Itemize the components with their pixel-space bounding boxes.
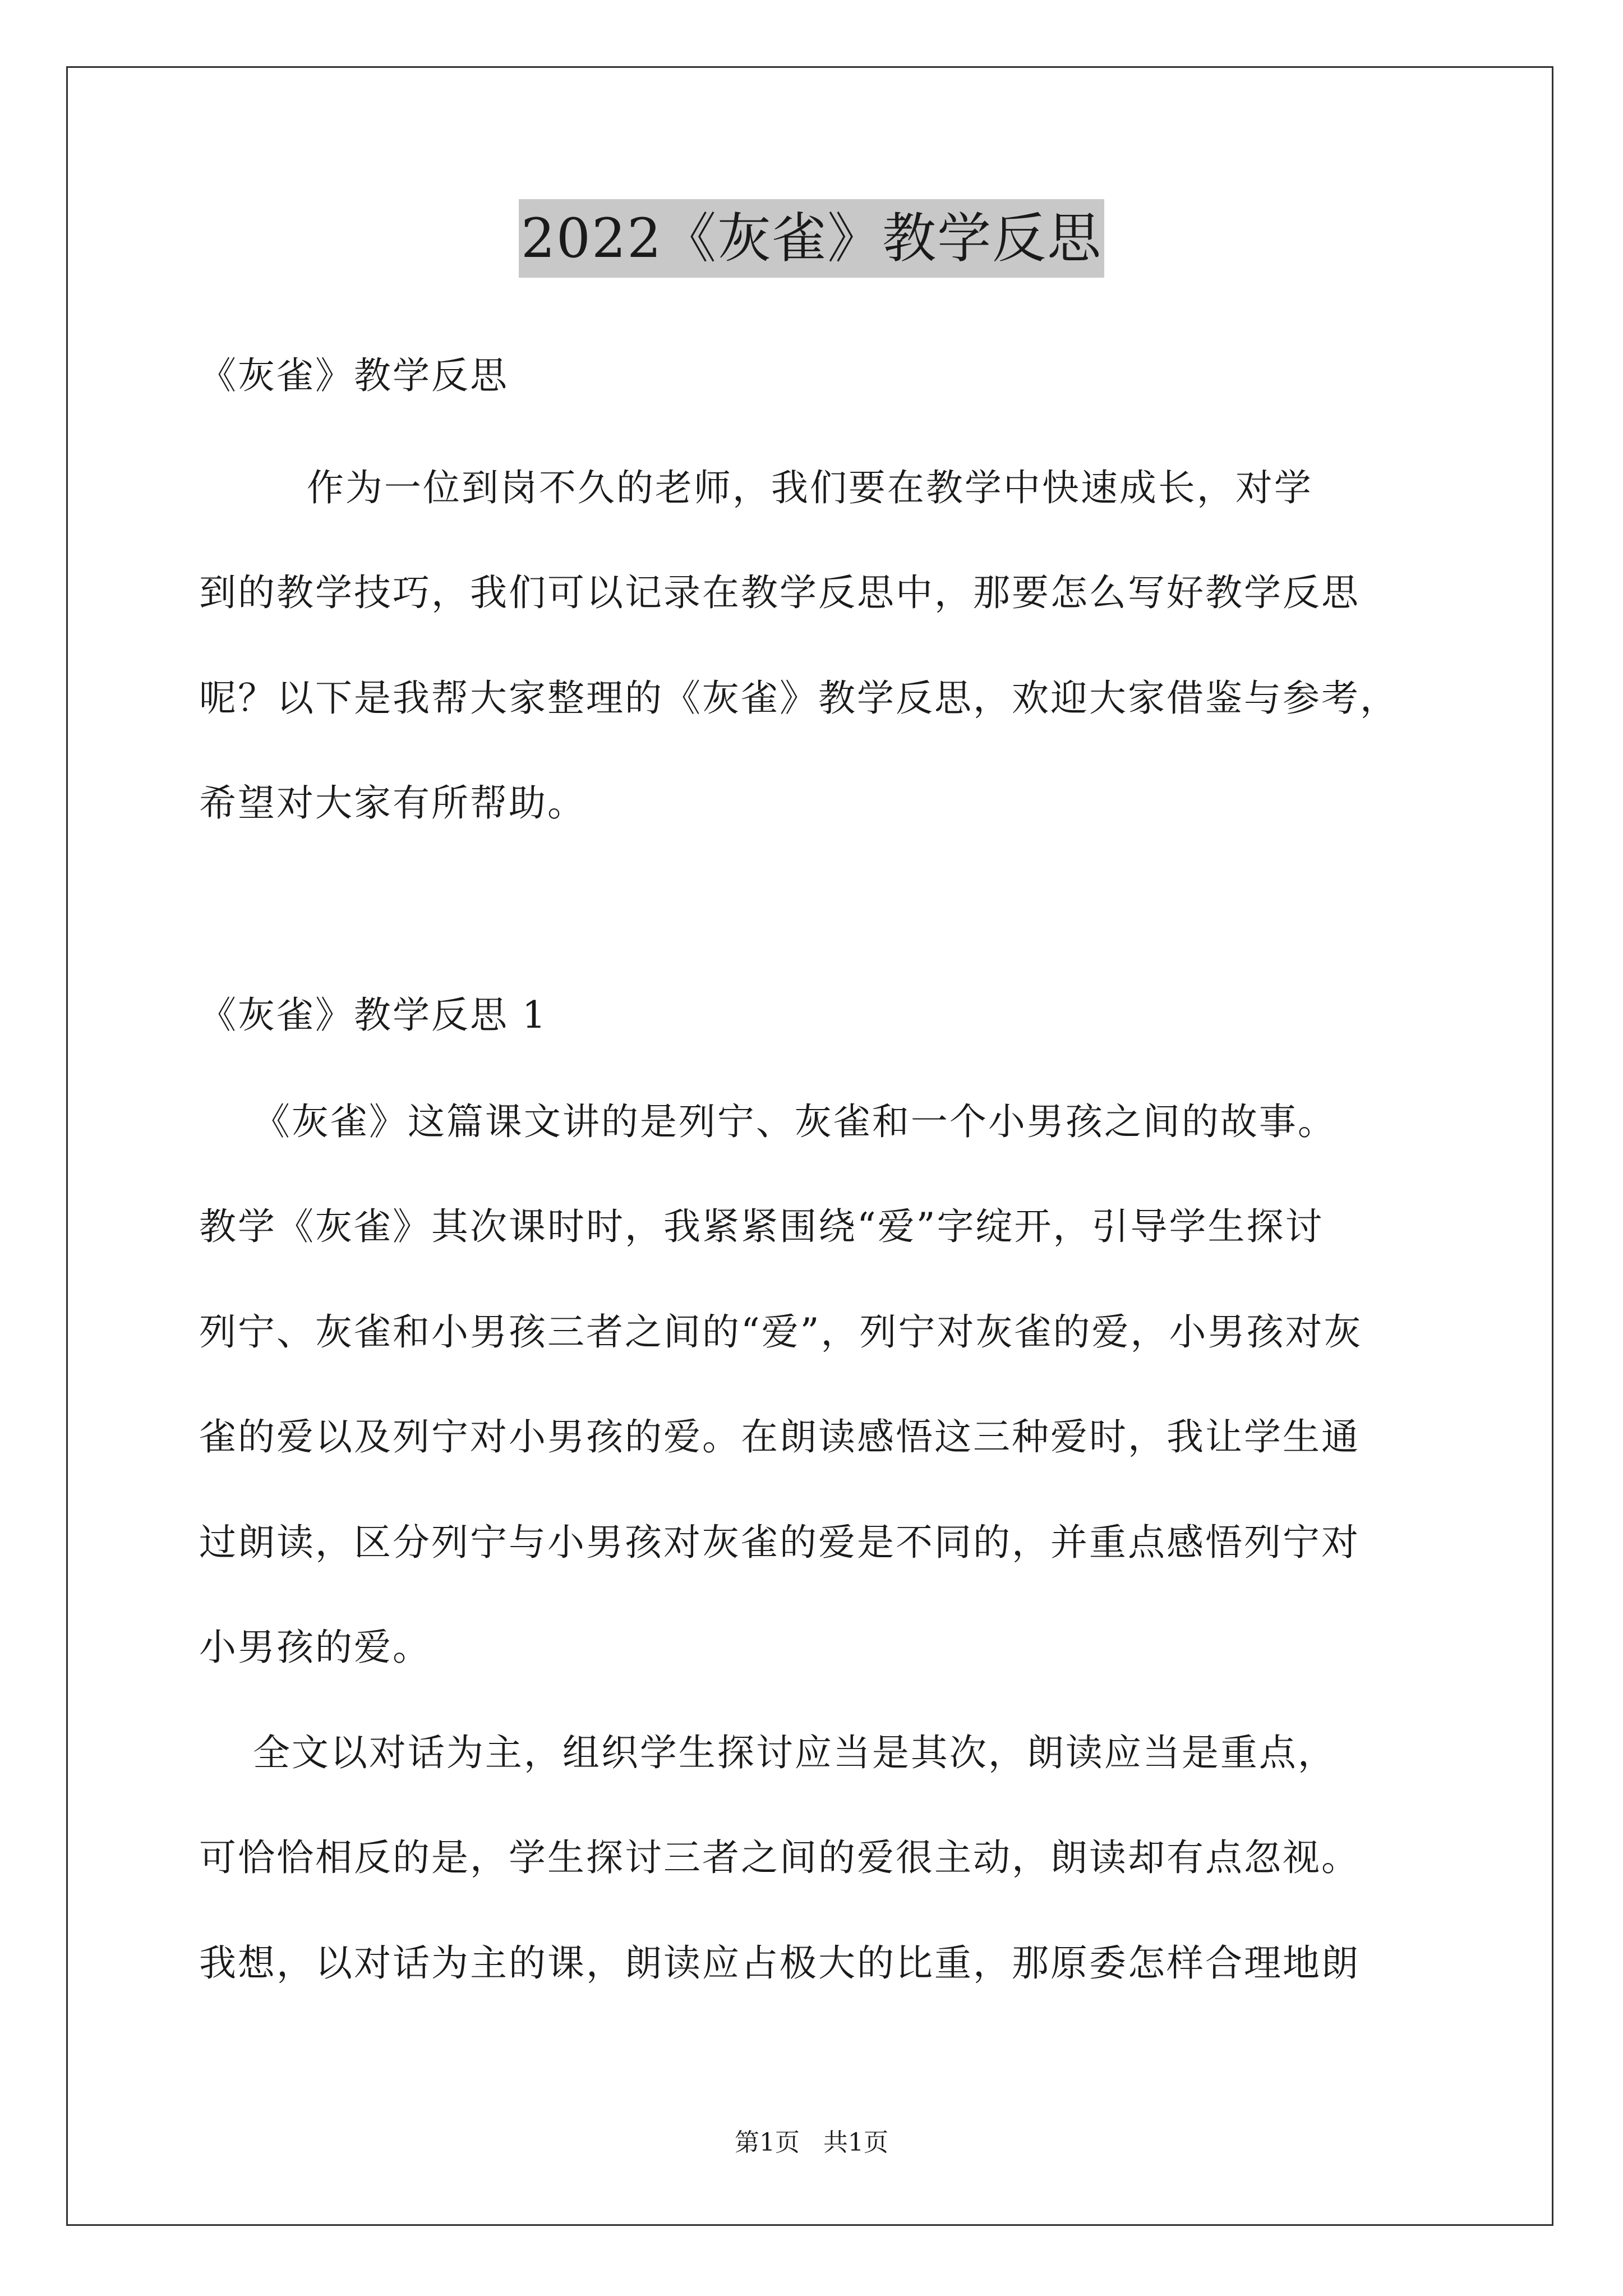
paragraph-line: 作为一位到岗不久的老师，我们要在教学中快速成长，对学 xyxy=(199,466,1313,509)
paragraph-line: 我想，以对话为主的课，朗读应占极大的比重，那原委怎样合理地朗 xyxy=(199,1941,1360,1985)
section-heading-intro: 《灰雀》教学反思 xyxy=(199,354,509,397)
paragraph-line: 列宁、灰雀和小男孩三者之间的“爱”，列宁对灰雀的爱，小男孩对灰 xyxy=(199,1310,1363,1354)
page-footer xyxy=(0,2126,1623,2160)
document-title: 2022《灰雀》教学反思 xyxy=(519,199,1104,278)
paragraph-line: 可恰恰相反的是，学生探讨三者之间的爱很主动，朗读却有点忽视。 xyxy=(199,1836,1360,1879)
paragraph-line: 《灰雀》这篇课文讲的是列宁、灰雀和一个小男孩之间的故事。 xyxy=(199,1100,1336,1143)
paragraph-line: 教学《灰雀》其次课时时，我紧紧围绕“爱”字绽开，引导学生探讨 xyxy=(199,1205,1324,1248)
paragraph-line: 小男孩的爱。 xyxy=(199,1626,431,1669)
paragraph-line: 过朗读，区分列宁与小男孩对灰雀的爱是不同的，并重点感悟列宁对 xyxy=(199,1521,1360,1564)
paragraph-line: 雀的爱以及列宁对小男孩的爱。在朗读感悟这三种爱时，我让学生通 xyxy=(199,1415,1360,1458)
paragraph-line: 希望对大家有所帮助。 xyxy=(199,781,586,825)
paragraph-line: 到的教学技巧，我们可以记录在教学反思中，那要怎么写好教学反思 xyxy=(199,571,1360,614)
title-container xyxy=(0,199,1623,278)
paragraph-line: 全文以对话为主，组织学生探讨应当是其次，朗读应当是重点， xyxy=(199,1731,1336,1774)
section-heading-1: 《灰雀》教学反思 1 xyxy=(199,993,547,1037)
paragraph-line: 呢？以下是我帮大家整理的《灰雀》教学反思，欢迎大家借鉴与参考， xyxy=(199,677,1399,720)
page-number: 第1页 xyxy=(735,2128,800,2157)
page-total: 共1页 xyxy=(823,2128,888,2157)
